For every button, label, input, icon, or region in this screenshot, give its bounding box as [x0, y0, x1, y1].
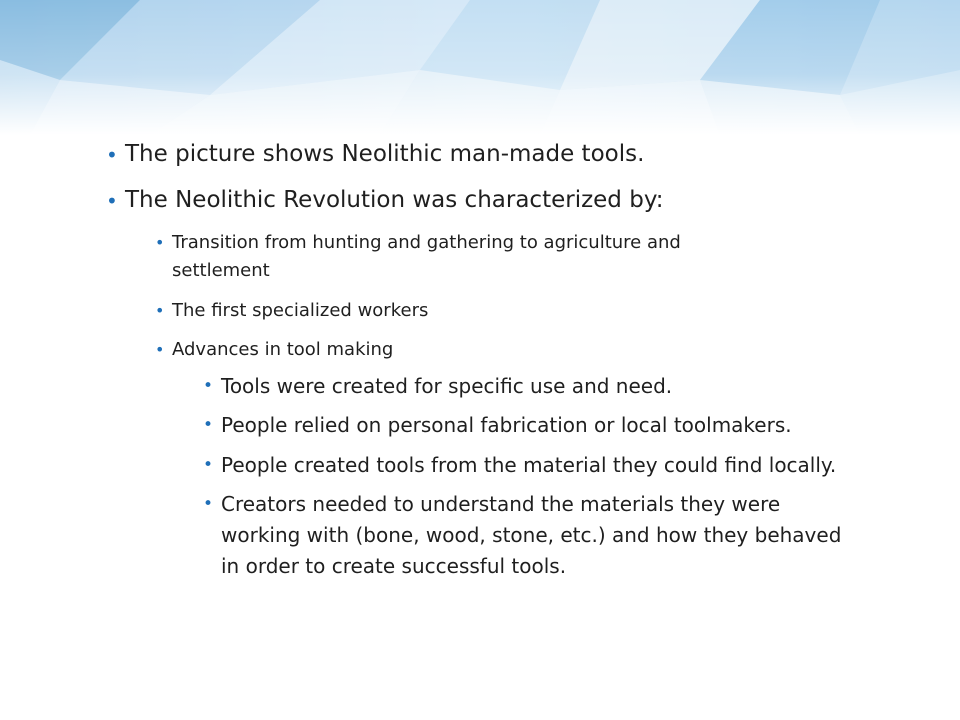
bullet-marker: • [106, 143, 118, 167]
bullet-marker: • [203, 376, 214, 396]
bullet-text-continued: settlement [172, 260, 270, 281]
bullet-marker: • [155, 233, 165, 252]
bullet-marker: • [203, 494, 214, 514]
bullet-text: Transition from hunting and gathering to agriculture and [172, 232, 681, 253]
bullet-marker: • [203, 415, 214, 435]
bullet-marker: • [203, 455, 214, 475]
bullet-text: The picture shows Neolithic man-made tools. [125, 141, 645, 167]
bullet-text: People relied on personal fabrication or local toolmakers. [221, 413, 792, 437]
bullet-marker: • [106, 189, 118, 213]
bullet-marker: • [155, 301, 165, 320]
bullet-text: Advances in tool making [172, 339, 394, 360]
bullet-text: The Neolithic Revolution was characterized by: [125, 187, 664, 213]
bullet-marker: • [155, 340, 165, 359]
bullet-text: People created tools from the material they could find locally. [221, 453, 837, 477]
bullet-text: Tools were created for specific use and need. [221, 374, 673, 398]
bullet-text-continued: working with (bone, wood, stone, etc.) and how they behaved [221, 523, 842, 547]
bullet-text-continued: in order to create successful tools. [221, 554, 567, 578]
bullet-text: Creators needed to understand the materials they were [221, 492, 781, 516]
bullet-text: The first specialized workers [172, 300, 429, 321]
